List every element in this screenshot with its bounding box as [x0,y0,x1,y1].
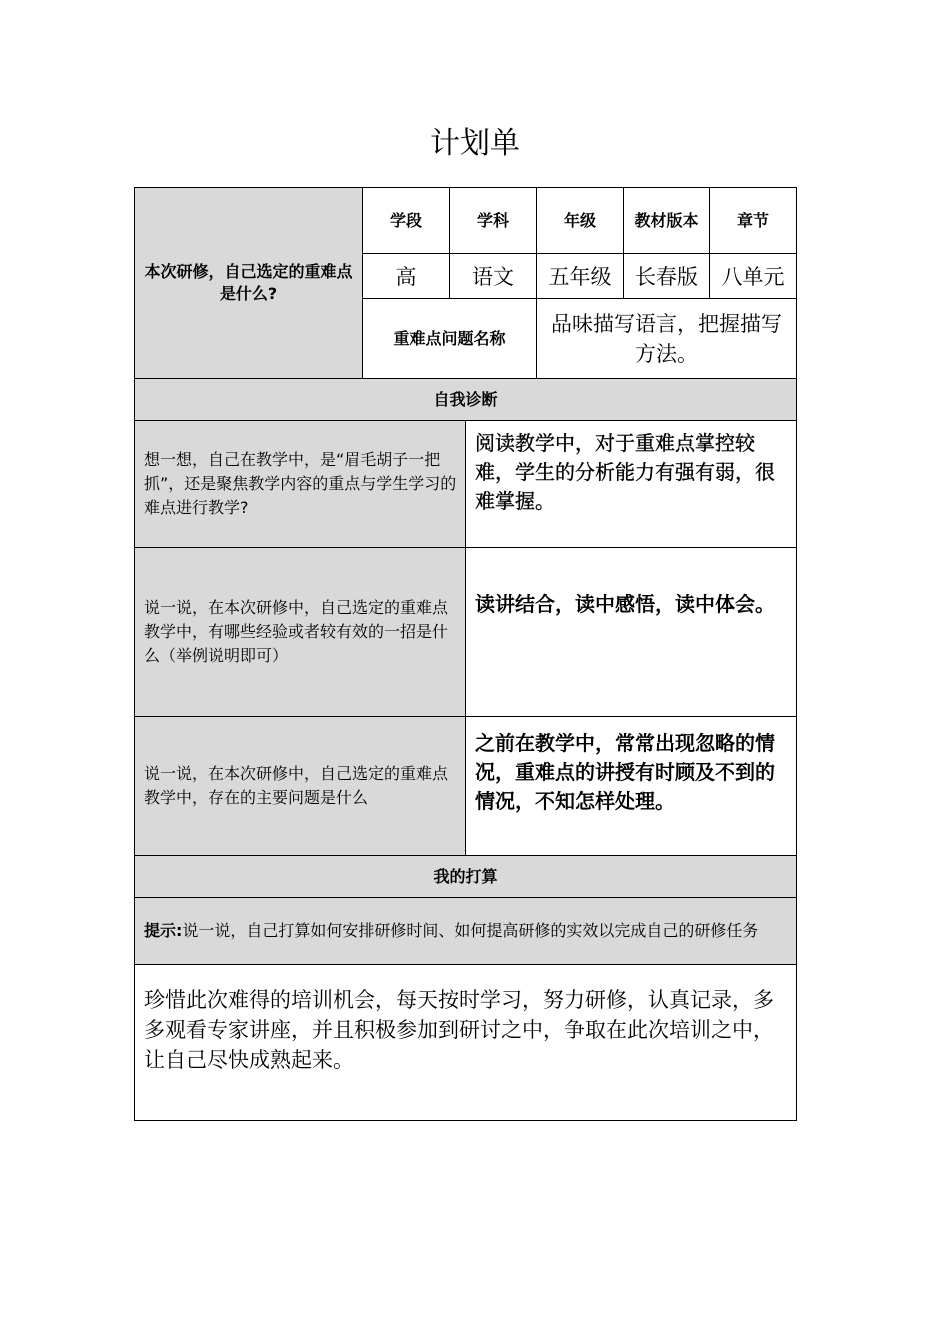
diagnosis-question-2: 说一说，在本次研修中，自己选定的重难点教学中，有哪些经验或者较有效的一招是什么（举例说明即可） [134,547,466,717]
diagnosis-question-1: 想一想，自己在教学中，是“眉毛胡子一把抓”，还是聚焦教学内容的重点与学生学习的难点进行教学? [134,420,466,548]
header-subject: 学科 [449,187,537,254]
plan-hint-text: 说一说，自己打算如何安排研修时间、如何提高研修的实效以完成自己的研修任务 [182,921,759,940]
selected-topic-question: 本次研修，自己选定的重难点是什么? [134,187,363,379]
value-subject: 语文 [449,253,537,299]
value-chapter: 八单元 [709,253,797,299]
diagnosis-answer-2: 读讲结合，读中感悟，读中体会。 [465,547,797,717]
diagnosis-answer-3: 之前在教学中，常常出现忽略的情况，重难点的讲授有时顾及不到的情况，不知怎样处理。 [465,716,797,856]
diagnosis-answer-1: 阅读教学中，对于重难点掌控较难，学生的分析能力有强有弱，很难掌握。 [465,420,797,548]
header-grade: 年级 [536,187,624,254]
plan-hint [134,897,797,965]
value-grade: 五年级 [536,253,624,299]
problem-name-label: 重难点问题名称 [362,298,537,379]
header-stage: 学段 [362,187,450,254]
value-stage: 高 [362,253,450,299]
diagnosis-question-3: 说一说，在本次研修中，自己选定的重难点教学中，存在的主要问题是什么 [134,716,466,856]
header-textbook-edition: 教材版本 [623,187,710,254]
page-title: 计划单 [430,126,520,161]
my-plan-heading: 我的打算 [134,855,797,898]
value-textbook-edition: 长春版 [623,253,710,299]
header-chapter: 章节 [709,187,797,254]
problem-name-value: 品味描写语言，把握描写方法。 [536,298,797,379]
self-diagnosis-heading: 自我诊断 [134,378,797,421]
plan-content: 珍惜此次难得的培训机会，每天按时学习，努力研修，认真记录，多多观看专家讲座，并且积极参加到研讨之中，争取在此次培训之中，让自己尽快成熟起来。 [134,964,797,1121]
plan-hint-label: 提示: [144,921,183,940]
